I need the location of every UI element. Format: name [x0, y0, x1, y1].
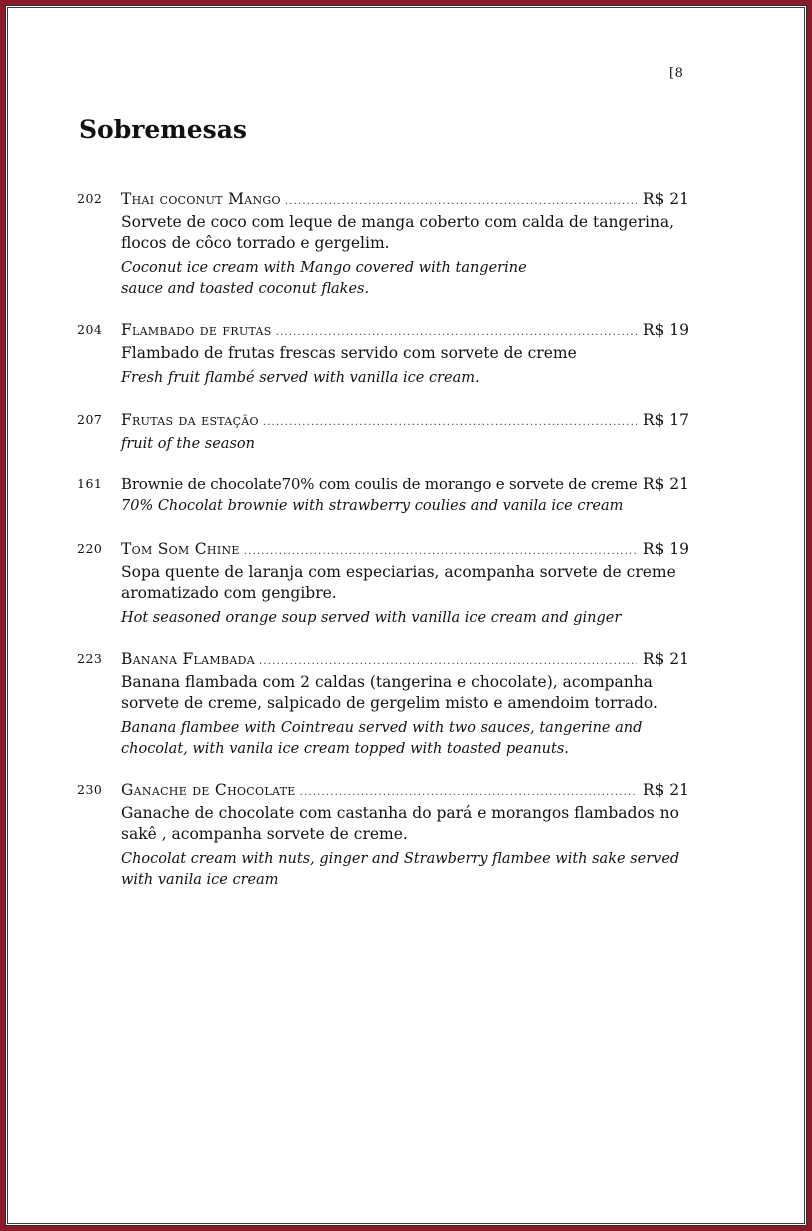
- menu-item: [77, 539, 689, 649]
- item-price: R$ 19: [642, 540, 689, 558]
- item-description-pt: Ganache de chocolate com castanha do pará e morangos flambados no sakê , acompanha sorvete de creme.: [121, 804, 679, 843]
- item-description-pt: Sorvete de coco com leque de manga coberto com calda de tangerina, flocos de côco torrado e gergelim.: [121, 213, 675, 252]
- item-name: Flambado de frutas: [121, 321, 272, 339]
- item-code: 204: [77, 322, 103, 337]
- dot-leader: [244, 541, 637, 562]
- item-description-en: fruit of the season: [121, 436, 255, 452]
- menu-item: [77, 649, 689, 780]
- menu-item: [77, 189, 689, 320]
- item-code: 223: [77, 651, 103, 666]
- item-name: Thai coconut Mango: [121, 190, 281, 208]
- item-price: R$ 21: [642, 650, 689, 668]
- item-price: R$ 17: [642, 411, 689, 429]
- item-price: R$ 21: [642, 781, 689, 799]
- item-price: R$ 19: [642, 321, 689, 339]
- dot-leader: [259, 651, 637, 672]
- item-code: 230: [77, 782, 103, 797]
- item-description-en: Hot seasoned orange soup served with vanilla ice cream and ginger: [121, 610, 622, 626]
- item-description-en: Banana flambee with Cointreau served with two sauces, tangerine and chocolat, with vanila ice cream topped with toasted peanuts.: [121, 720, 643, 757]
- item-name: Frutas da estação: [121, 411, 259, 429]
- item-description-en: Fresh fruit flambé served with vanilla ice cream.: [121, 370, 480, 386]
- item-code: 207: [77, 412, 103, 427]
- item-name: Banana Flambada: [121, 650, 255, 668]
- item-name: Ganache de Chocolate: [121, 781, 296, 799]
- item-name: Brownie de chocolate70% com coulis de morango e sorvete de creme: [121, 475, 638, 493]
- item-code: 161: [77, 476, 103, 491]
- item-code: 220: [77, 541, 103, 556]
- item-description-pt: Sopa quente de laranja com especiarias, acompanha sorvete de creme aromatizado com gengibre.: [121, 563, 676, 602]
- dot-leader: [263, 412, 637, 433]
- dessert-menu: [77, 189, 689, 890]
- item-name: Tom Som Chine: [121, 540, 240, 558]
- item-description-pt: Banana flambada com 2 caldas (tangerina e chocolate), acompanha sorvete de creme, salpicado de gergelim misto e amendoim torrado.: [121, 673, 658, 712]
- item-description-en: Chocolat cream with nuts, ginger and Strawberry flambee with sake served with vanila ice cream: [121, 851, 680, 888]
- page-title: Sobremesas: [79, 115, 247, 144]
- menu-item: [77, 474, 689, 539]
- item-description-pt: Flambado de frutas frescas servido com sorvete de creme: [121, 344, 577, 362]
- menu-item: [77, 410, 689, 474]
- dot-leader: [276, 322, 637, 343]
- item-description-en: 70% Chocolat brownie with strawberry coulies and vanila ice cream: [121, 498, 624, 514]
- menu-item: [77, 320, 689, 410]
- dot-leader: [285, 191, 637, 212]
- dot-leader: [300, 782, 637, 803]
- item-price: R$ 21: [642, 190, 689, 208]
- page-number: [8: [669, 66, 684, 81]
- item-description-en: Coconut ice cream with Mango covered with tangerine sauce and toasted coconut flakes.: [121, 260, 527, 297]
- item-price: R$ 21: [642, 475, 689, 493]
- item-code: 202: [77, 191, 103, 206]
- menu-item: [77, 780, 689, 890]
